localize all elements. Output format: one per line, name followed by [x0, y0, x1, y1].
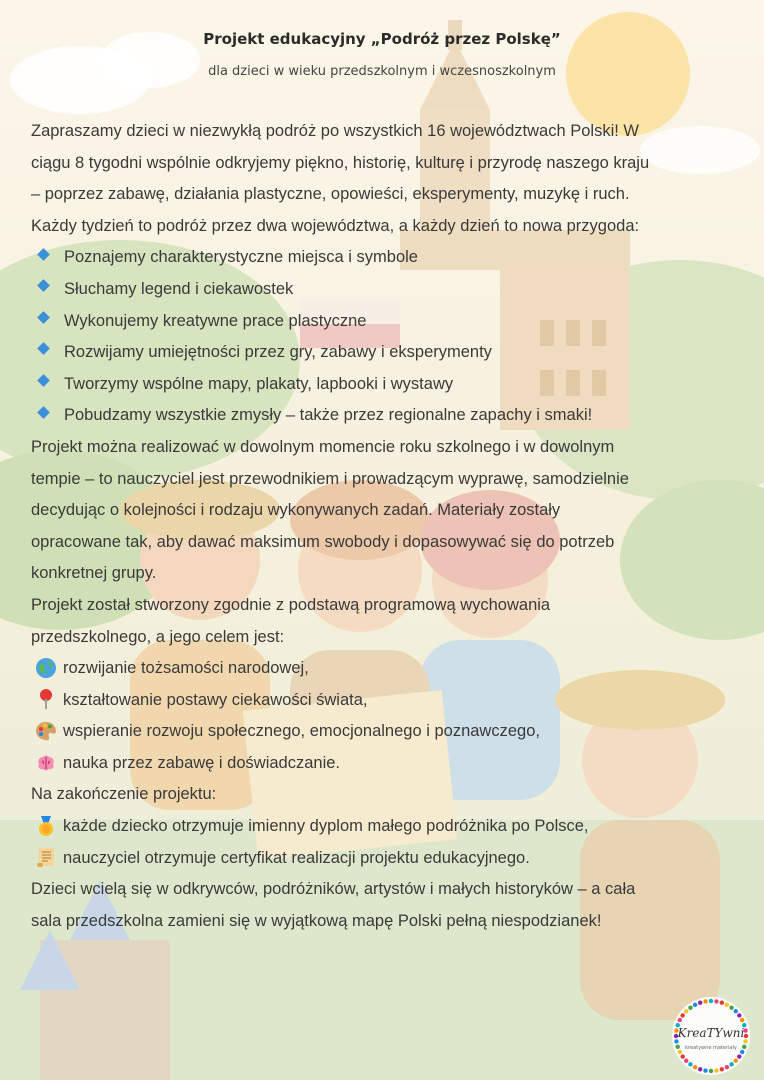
- page-subtitle: dla dzieci w wieku przedszkolnym i wczesnoszkolnym: [208, 64, 556, 79]
- medal-icon: [35, 815, 57, 837]
- logo-dot: [684, 1009, 688, 1013]
- logo-dot: [678, 1050, 682, 1054]
- logo-dot: [742, 1045, 746, 1049]
- diamond-bullet-icon: [37, 374, 50, 387]
- end-intro-line: Na zakończenie projektu:: [31, 785, 217, 804]
- logo-dot: [734, 1059, 738, 1063]
- logo-dot: [698, 1067, 702, 1071]
- logo-dot: [720, 1067, 724, 1071]
- logo-dot: [725, 1065, 729, 1069]
- end-item: nauczyciel otrzymuje certyfikat realizacji projektu edukacyjnego.: [31, 843, 736, 875]
- intro-line: Zapraszamy dzieci w niezwykłą podróż po wszystkich 16 województwach Polski! W: [31, 122, 639, 140]
- logo-dot: [688, 1062, 692, 1066]
- logo-dot: [709, 1069, 713, 1073]
- closing-line: sala przedszkolna zamieni się w wyjątkową mapę Polski pełną niespodzianek!: [31, 911, 602, 930]
- activity-item: Słuchamy legend i ciekawostek: [31, 274, 736, 306]
- flex-line: opracowane tak, aby dawać maksimum swobody i dopasowywać się do potrzeb: [31, 532, 615, 551]
- closing-line: Dzieci wcielą się w odkrywców, podróżników, artystów i małych historyków – a cała: [31, 880, 636, 899]
- logo-dot: [714, 999, 718, 1003]
- intro-line: – poprzez zabawę, działania plastyczne, opowieści, eksperymenty, muzykę i ruch.: [31, 185, 630, 204]
- activity-item: Wykonujemy kreatywne prace plastyczne: [31, 306, 736, 338]
- logo-dot: [734, 1009, 738, 1013]
- goal-item: nauka przez zabawę i doświadczanie.: [31, 748, 736, 780]
- logo-dot: [740, 1050, 744, 1054]
- logo-dot: [709, 999, 713, 1003]
- logo-dot: [720, 1001, 724, 1005]
- activity-item: Pobudzamy wszystkie zmysły – także przez regionalne zapachy i smaki!: [31, 400, 736, 432]
- pin-icon: [35, 688, 57, 710]
- diamond-bullet-icon: [37, 406, 50, 419]
- diamond-bullet-icon: [37, 343, 50, 356]
- globe-icon: [35, 657, 57, 679]
- goals-intro-line: Projekt został stworzony zgodnie z podstawą programową wychowania: [31, 595, 551, 614]
- flex-line: decydując o kolejności i rodzaju wykonywanych zadań. Materiały zostały: [31, 501, 561, 520]
- logo-dot: [684, 1059, 688, 1063]
- goal-item: rozwijanie tożsamości narodowej,: [31, 653, 736, 685]
- logo-dot: [737, 1054, 741, 1058]
- logo-name: KreaTYwni: [677, 1026, 745, 1040]
- activity-item: Rozwijamy umiejętności przez gry, zabawy i eksperymenty: [31, 337, 736, 369]
- logo-dot: [714, 1068, 718, 1072]
- logo-dot: [678, 1018, 682, 1022]
- goal-item: kształtowanie postawy ciekawości świata,: [31, 685, 736, 717]
- logo-dot: [693, 1003, 697, 1007]
- logo-dot: [693, 1065, 697, 1069]
- logo-dot: [703, 999, 707, 1003]
- logo-dot: [725, 1003, 729, 1007]
- intro-line: Każdy tydzień to podróż przez dwa województwa, a każdy dzień to nowa przygoda:: [31, 216, 640, 235]
- flex-line: Projekt można realizować w dowolnym momencie roku szkolnego i w dowolnym: [31, 437, 615, 456]
- activity-item: Tworzymy wspólne mapy, plakaty, lapbooki i wystawy: [31, 369, 736, 401]
- logo-dot: [703, 1068, 707, 1072]
- logo-dot: [740, 1018, 744, 1022]
- scroll-icon: [35, 846, 57, 868]
- body-text: [31, 116, 736, 937]
- logo-dot: [688, 1005, 692, 1009]
- logo-dot: [680, 1054, 684, 1058]
- logo-dot: [698, 1001, 702, 1005]
- kreatywni-logo: [670, 995, 752, 1077]
- flex-line: konkretnej grupy.: [31, 564, 157, 583]
- end-item: każde dziecko otrzymuje imienny dyplom małego podróżnika po Polsce,: [31, 811, 736, 843]
- diamond-bullet-icon: [37, 279, 50, 292]
- logo-dot: [737, 1013, 741, 1017]
- logo-dot: [676, 1045, 680, 1049]
- palette-icon: [35, 720, 57, 742]
- logo-dot: [729, 1005, 733, 1009]
- logo-tagline: kreatywne materiały: [685, 1045, 737, 1051]
- intro-line: ciągu 8 tygodni wspólnie odkryjemy piękno, historię, kulturę i przyrodę naszego kraju: [31, 153, 650, 172]
- goal-item: wspieranie rozwoju społecznego, emocjonalnego i poznawczego,: [31, 716, 736, 748]
- diamond-bullet-icon: [37, 248, 50, 261]
- flex-line: tempie – to nauczyciel jest przewodnikiem i prowadzącym wyprawę, samodzielnie: [31, 469, 629, 488]
- goals-intro-line: przedszkolnego, a jego celem jest:: [31, 627, 285, 646]
- diamond-bullet-icon: [37, 311, 50, 324]
- logo-dot: [680, 1013, 684, 1017]
- logo-dot: [729, 1062, 733, 1066]
- logo-dot: [744, 1034, 748, 1038]
- activity-item: Poznajemy charakterystyczne miejsca i symbole: [31, 242, 736, 274]
- page-title: Projekt edukacyjny „Podróż przez Polskę”: [203, 30, 561, 48]
- brain-icon: [35, 752, 57, 774]
